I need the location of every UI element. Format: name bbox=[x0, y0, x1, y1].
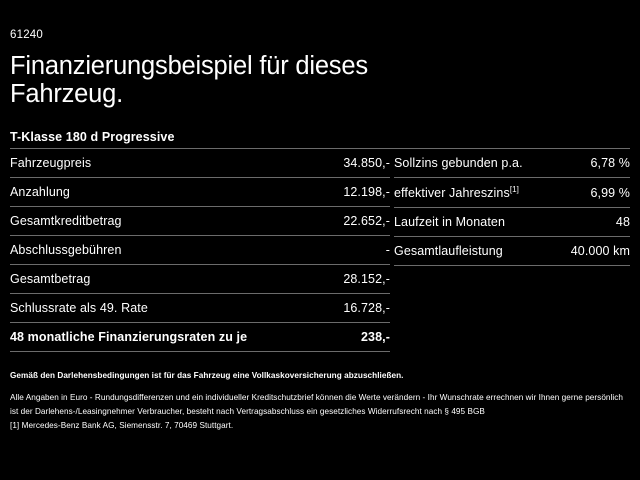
table-row bbox=[394, 237, 630, 266]
table-row bbox=[394, 149, 630, 178]
row-value: 48 bbox=[615, 215, 630, 230]
table-row-monthly-rate bbox=[10, 323, 390, 352]
reference-id: 61240 bbox=[10, 29, 43, 41]
footer-line-1: Alle Angaben in Euro - Rundungsdifferenzen und ein individueller Kreditschutzbrief können die Werte verändern - Ihr Wunschrate errechnen wir Ihnen gerne persönlich bbox=[10, 393, 624, 402]
table-row bbox=[394, 208, 630, 237]
row-label: Abschlussgebühren bbox=[10, 243, 122, 257]
footer-line-3: [1] Mercedes-Benz Bank AG, Siemensstr. 7, 70469 Stuttgart. bbox=[10, 421, 234, 430]
table-row bbox=[10, 265, 390, 294]
page-title bbox=[10, 52, 630, 108]
row-value: 238,- bbox=[361, 330, 390, 344]
table-row bbox=[10, 236, 390, 265]
row-label: Gesamtbetrag bbox=[10, 272, 91, 286]
footnote-marker: [1] bbox=[509, 185, 520, 194]
table-row bbox=[10, 178, 390, 207]
row-label: Anzahlung bbox=[10, 185, 70, 199]
financing-right-table bbox=[394, 149, 630, 352]
row-label bbox=[394, 185, 519, 200]
footer-line-2: ist der Darlehens-/Leasingnehmer Verbraucher, besteht nach Vertragsabschluss ein gesetzliches Widerrufsrecht nach § 495 BGB bbox=[10, 407, 485, 416]
row-label: Sollzins gebunden p.a. bbox=[394, 156, 523, 170]
table-row bbox=[10, 207, 390, 236]
footer-notes bbox=[10, 370, 630, 433]
table-row bbox=[10, 149, 390, 178]
row-label: Fahrzeugpreis bbox=[10, 156, 92, 170]
table-row bbox=[394, 178, 630, 208]
vehicle-model-label: T-Klasse 180 d Progressive bbox=[10, 130, 175, 144]
row-value: 34.850,- bbox=[343, 156, 390, 170]
table-row bbox=[10, 294, 390, 323]
row-value: 40.000 km bbox=[570, 244, 630, 259]
row-label: Gesamtlaufleistung bbox=[394, 244, 503, 259]
footer-bold-note: Gemäß den Darlehensbedingungen ist für das Fahrzeug eine Vollkaskoversicherung abzuschließen. bbox=[10, 371, 404, 380]
row-label: Gesamtkreditbetrag bbox=[10, 214, 122, 228]
row-value: 6,78 % bbox=[590, 156, 630, 170]
row-value: - bbox=[385, 243, 390, 257]
row-value: 12.198,- bbox=[343, 185, 390, 199]
footer-fine-print bbox=[10, 391, 630, 432]
headline-line-1: Finanzierungsbeispiel für dieses bbox=[10, 52, 368, 80]
row-value: 6,99 % bbox=[590, 186, 630, 201]
financing-tables bbox=[10, 149, 630, 352]
row-value: 22.652,- bbox=[343, 214, 390, 228]
row-label: 48 monatliche Finanzierungsraten zu je bbox=[10, 330, 248, 344]
row-value: 16.728,- bbox=[343, 301, 390, 315]
financing-left-table bbox=[10, 149, 390, 352]
row-value: 28.152,- bbox=[343, 272, 390, 286]
row-label: Laufzeit in Monaten bbox=[394, 215, 506, 230]
row-label-text: effektiver Jahreszins bbox=[394, 186, 510, 201]
headline-line-2: Fahrzeug. bbox=[10, 80, 124, 108]
row-label: Schlussrate als 49. Rate bbox=[10, 301, 148, 315]
